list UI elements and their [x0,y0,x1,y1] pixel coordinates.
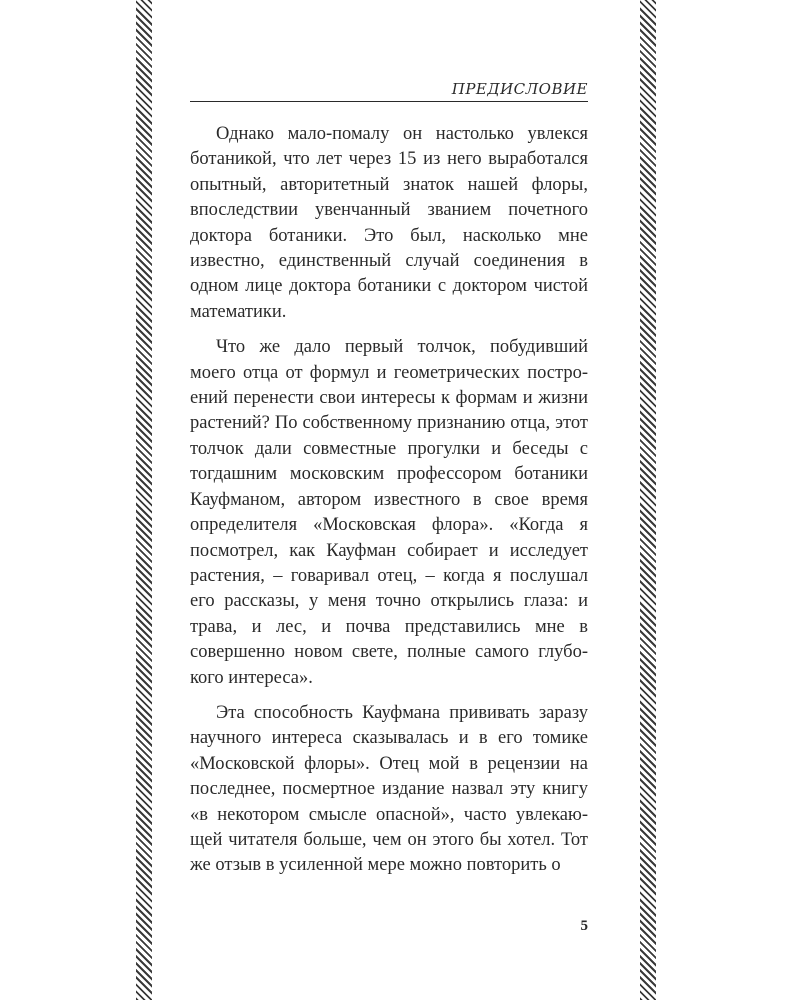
page-number: 5 [580,918,588,934]
running-head: ПРЕДИСЛОВИЕ [451,80,588,98]
decorative-border-left [136,0,152,1000]
paragraph-2: Что же дало первый толчок, побудивший моего отца от формул и геометрических построений перенести свои интересы к формам и жизни растений? По собственному признанию отца, этот толчок дали совместные прогулки и беседы с тогдашним московским профессором ботаники Кауфманом, автором известного в свое время определителя «Московская флора». «Когда я посмотрел, как Кауфман собирает и исследует растения, – говаривал отец, – когда я послушал его рассказы, у меня точно открылись глаза: и трава, и лес, и почва представились мне в совершенно новом свете, полные самого глубокого интереса». [190,337,588,688]
paragraph-3: Эта способность Кауфмана прививать заразу научного интереса сказывалась и в его томике «Московской флоры». Отец мой в рецензии на последнее, посмертное издание назвал эту книгу «в некотором смысле опасной», часто увлекающей читателя больше, чем он этого бы хотел. Тот же отзыв в усиленной мере можно повторить о [190,702,588,876]
decorative-border-right [640,0,656,1000]
paragraph-1: Однако мало-помалу он настолько увлекся ботаникой, что лет через 15 из него выработался опытный, авторитетный знаток нашей флоры, впоследствии увенчанный званием почетного доктора ботаники. Это был, насколько мне известно, единственный случай соединения в одном лице доктора ботаники с доктором чистой математики. [190,124,588,322]
body-text [190,122,588,889]
header-rule [190,101,588,102]
